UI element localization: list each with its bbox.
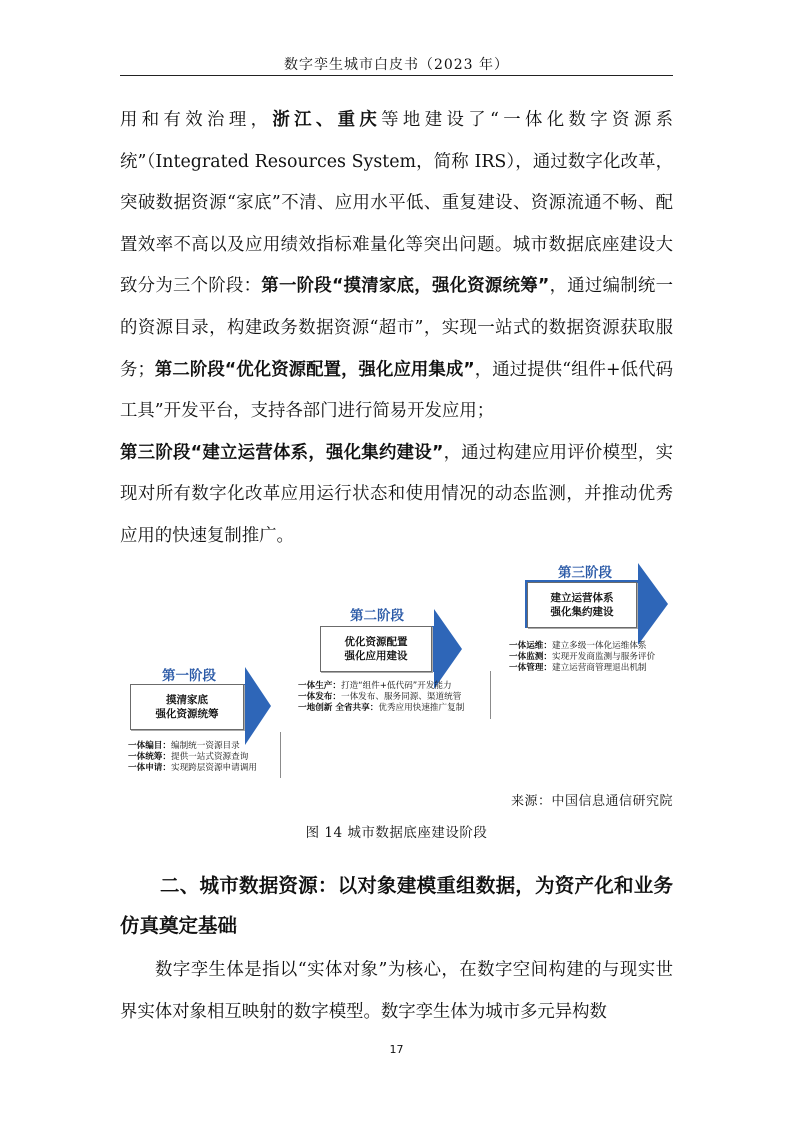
stage-three-box — [527, 582, 637, 628]
text-run: ，通过提供“组件+低代码工具”开发平台，支持各部门进行简易开发应用； — [120, 359, 673, 422]
section-paragraph — [120, 950, 673, 1033]
stage-three-bullets — [509, 641, 655, 674]
body-paragraph — [120, 100, 673, 558]
bullet-item — [509, 652, 655, 663]
bullet-item — [298, 692, 464, 703]
bullet-value: 打造“组件+低代码”开发能力 — [340, 681, 452, 691]
stage-one-box — [130, 684, 244, 730]
header-divider — [120, 75, 673, 76]
bullet-item — [509, 663, 655, 674]
bullet-value: 优秀应用快速推广复制 — [378, 703, 465, 713]
box-line: 强化资源统筹 — [155, 708, 219, 720]
paragraph-text: 数字孪生体是指以“实体对象”为核心，在数字空间构建的与现实世界实体对象相互映射的数字模型。数字孪生体为城市多元异构数 — [120, 960, 673, 1022]
stage-two-bullets — [298, 681, 464, 714]
bullet-value: 实现跨层资源申请调用 — [170, 763, 257, 773]
bullet-value: 提供一站式资源查询 — [170, 752, 249, 762]
stage-two-box — [320, 626, 432, 672]
bullet-key: 一体发布： — [298, 692, 341, 702]
bullet-key: 一体生产： — [298, 681, 341, 691]
text-run: ，通过构建应用评价模型，实现对所有数字化改革应用运行状态和使用情况的动态监测，并推动优秀应用的快速复制推广。 — [120, 442, 673, 546]
bullet-item — [298, 703, 464, 714]
stage-one-bullets — [128, 741, 257, 774]
box-line: 建立运营体系 — [550, 592, 614, 604]
text-run: ，通过编制统一的资源目录，构建政务数据资源“超市”，实现一站式的数据资源获取服务； — [120, 276, 673, 380]
bullet-value: 建立多级一体化运维体系 — [551, 641, 647, 651]
bullet-key: 一体运维： — [509, 641, 552, 651]
bullet-key: 一体编目： — [128, 741, 171, 751]
box-line: 强化集约建设 — [550, 606, 614, 618]
bullet-item — [509, 641, 655, 652]
text-run: 等地建设了“一体化数字资源系统”（Integrated Resources System，简称 IRS），通过数字化改革，突破数据资源“家底”不清、应用水平低、重复建设、资源流通不畅、配置效率不高以及应用绩效指标难量化等突出问题。城市数据底座建设大致分为三个阶段： — [120, 110, 673, 297]
stage-two-title: 第二阶段 — [350, 608, 404, 624]
page-number: 17 — [389, 1043, 404, 1056]
bullet-value: 实现开发商监测与服务评价 — [551, 652, 656, 662]
bullet-item — [128, 763, 257, 774]
bullet-key: 一地创新 全省共享： — [298, 703, 379, 713]
figure-caption: 图 14 城市数据底座建设阶段 — [305, 825, 488, 841]
bullet-value: 一体发布、服务同源、渠道统管 — [340, 692, 462, 702]
stage-one-bold: 第一阶段“摸清家底，强化资源统筹” — [261, 276, 550, 297]
running-header: 数字孪生城市白皮书（2023 年） — [283, 57, 510, 73]
box-line: 强化应用建设 — [344, 650, 408, 662]
stage-three-bold: 第三阶段“建立运营体系，强化集约建设” — [120, 442, 444, 463]
bullet-item — [298, 681, 464, 692]
bullet-value: 编制统一资源目录 — [170, 741, 240, 751]
stages-figure — [120, 560, 673, 782]
figure-source: 来源：中国信息通信研究院 — [510, 794, 673, 809]
bullet-key: 一体统筹： — [128, 752, 171, 762]
bullet-key: 一体申请： — [128, 763, 171, 773]
divider-line — [490, 671, 491, 719]
stage-one-title: 第一阶段 — [162, 668, 216, 684]
section-heading: 二、城市数据资源：以对象建模重组数据，为资产化和业务仿真奠定基础 — [120, 874, 673, 937]
bullet-value: 建立运营商管理退出机制 — [551, 663, 647, 673]
bullet-key: 一体监测： — [509, 652, 552, 662]
box-line: 优化资源配置 — [344, 636, 408, 648]
bullet-item — [128, 741, 257, 752]
box-line: 摸清家底 — [166, 694, 208, 706]
text-run-bold: 浙江、重庆 — [272, 110, 382, 130]
bullet-key: 一体管理： — [509, 663, 552, 673]
bullet-item — [128, 752, 257, 763]
stage-three-title: 第三阶段 — [558, 565, 612, 581]
divider-line — [280, 732, 281, 778]
stage-two-bold: 第二阶段“优化资源配置，强化应用集成” — [154, 359, 475, 380]
text-run: 用和有效治理， — [120, 110, 273, 130]
